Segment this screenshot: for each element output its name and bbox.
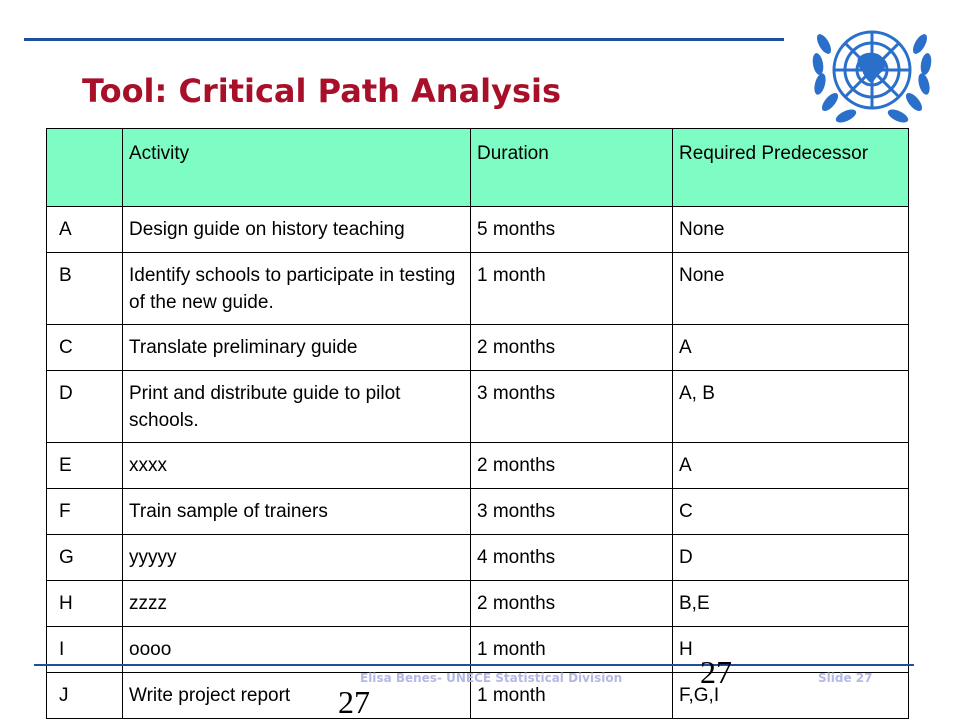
row-duration: 5 months [471, 207, 673, 253]
slide-title: Tool: Critical Path Analysis [82, 72, 562, 110]
row-activity: yyyyy [123, 535, 471, 581]
row-duration: 1 month [471, 673, 673, 719]
row-id: I [47, 627, 123, 673]
row-activity: Identify schools to participate in testing of the new guide. [123, 253, 471, 325]
page-number-overlay-lower: 27 [338, 684, 370, 720]
footer-author: Elisa Benes- UNECE Statistical Division [360, 671, 623, 685]
row-predecessor: None [673, 207, 909, 253]
row-duration: 1 month [471, 627, 673, 673]
table-row [47, 207, 909, 253]
table-row [47, 371, 909, 443]
row-id: H [47, 581, 123, 627]
table-row [47, 253, 909, 325]
row-id: C [47, 325, 123, 371]
row-id: B [47, 253, 123, 325]
header-cell-predecessor: Required Predecessor [673, 129, 909, 207]
top-rule [24, 38, 784, 41]
row-duration: 1 month [471, 253, 673, 325]
row-predecessor: H [673, 627, 909, 673]
row-duration: 4 months [471, 535, 673, 581]
row-activity: Train sample of trainers [123, 489, 471, 535]
row-predecessor: C [673, 489, 909, 535]
row-activity: Translate preliminary guide [123, 325, 471, 371]
row-activity: oooo [123, 627, 471, 673]
header-cell-corner [47, 129, 123, 207]
table-header-row [47, 129, 909, 207]
row-id: E [47, 443, 123, 489]
table-row [47, 535, 909, 581]
bottom-rule [34, 664, 914, 666]
row-duration: 2 months [471, 581, 673, 627]
page-number-overlay: 27 [700, 654, 732, 690]
row-predecessor: A [673, 443, 909, 489]
row-id: J [47, 673, 123, 719]
row-duration: 2 months [471, 325, 673, 371]
header-cell-duration: Duration [471, 129, 673, 207]
row-activity: Design guide on history teaching [123, 207, 471, 253]
row-duration: 3 months [471, 489, 673, 535]
table-row [47, 325, 909, 371]
row-activity: zzzz [123, 581, 471, 627]
row-activity: Print and distribute guide to pilot schools. [123, 371, 471, 443]
table-row [47, 581, 909, 627]
row-predecessor: B,E [673, 581, 909, 627]
row-predecessor: A [673, 325, 909, 371]
row-activity: Write project report [123, 673, 471, 719]
row-predecessor: F,G,I [673, 673, 909, 719]
row-duration: 2 months [471, 443, 673, 489]
table-row [47, 443, 909, 489]
table-row [47, 489, 909, 535]
row-duration: 3 months [471, 371, 673, 443]
row-predecessor: None [673, 253, 909, 325]
row-id: D [47, 371, 123, 443]
row-predecessor: A, B [673, 371, 909, 443]
un-emblem-icon [806, 14, 938, 132]
row-id: F [47, 489, 123, 535]
row-activity: xxxx [123, 443, 471, 489]
critical-path-table [46, 128, 909, 719]
header-cell-activity: Activity [123, 129, 471, 207]
footer-slide-number: Slide 27 [818, 671, 873, 685]
row-predecessor: D [673, 535, 909, 581]
row-id: G [47, 535, 123, 581]
row-id: A [47, 207, 123, 253]
